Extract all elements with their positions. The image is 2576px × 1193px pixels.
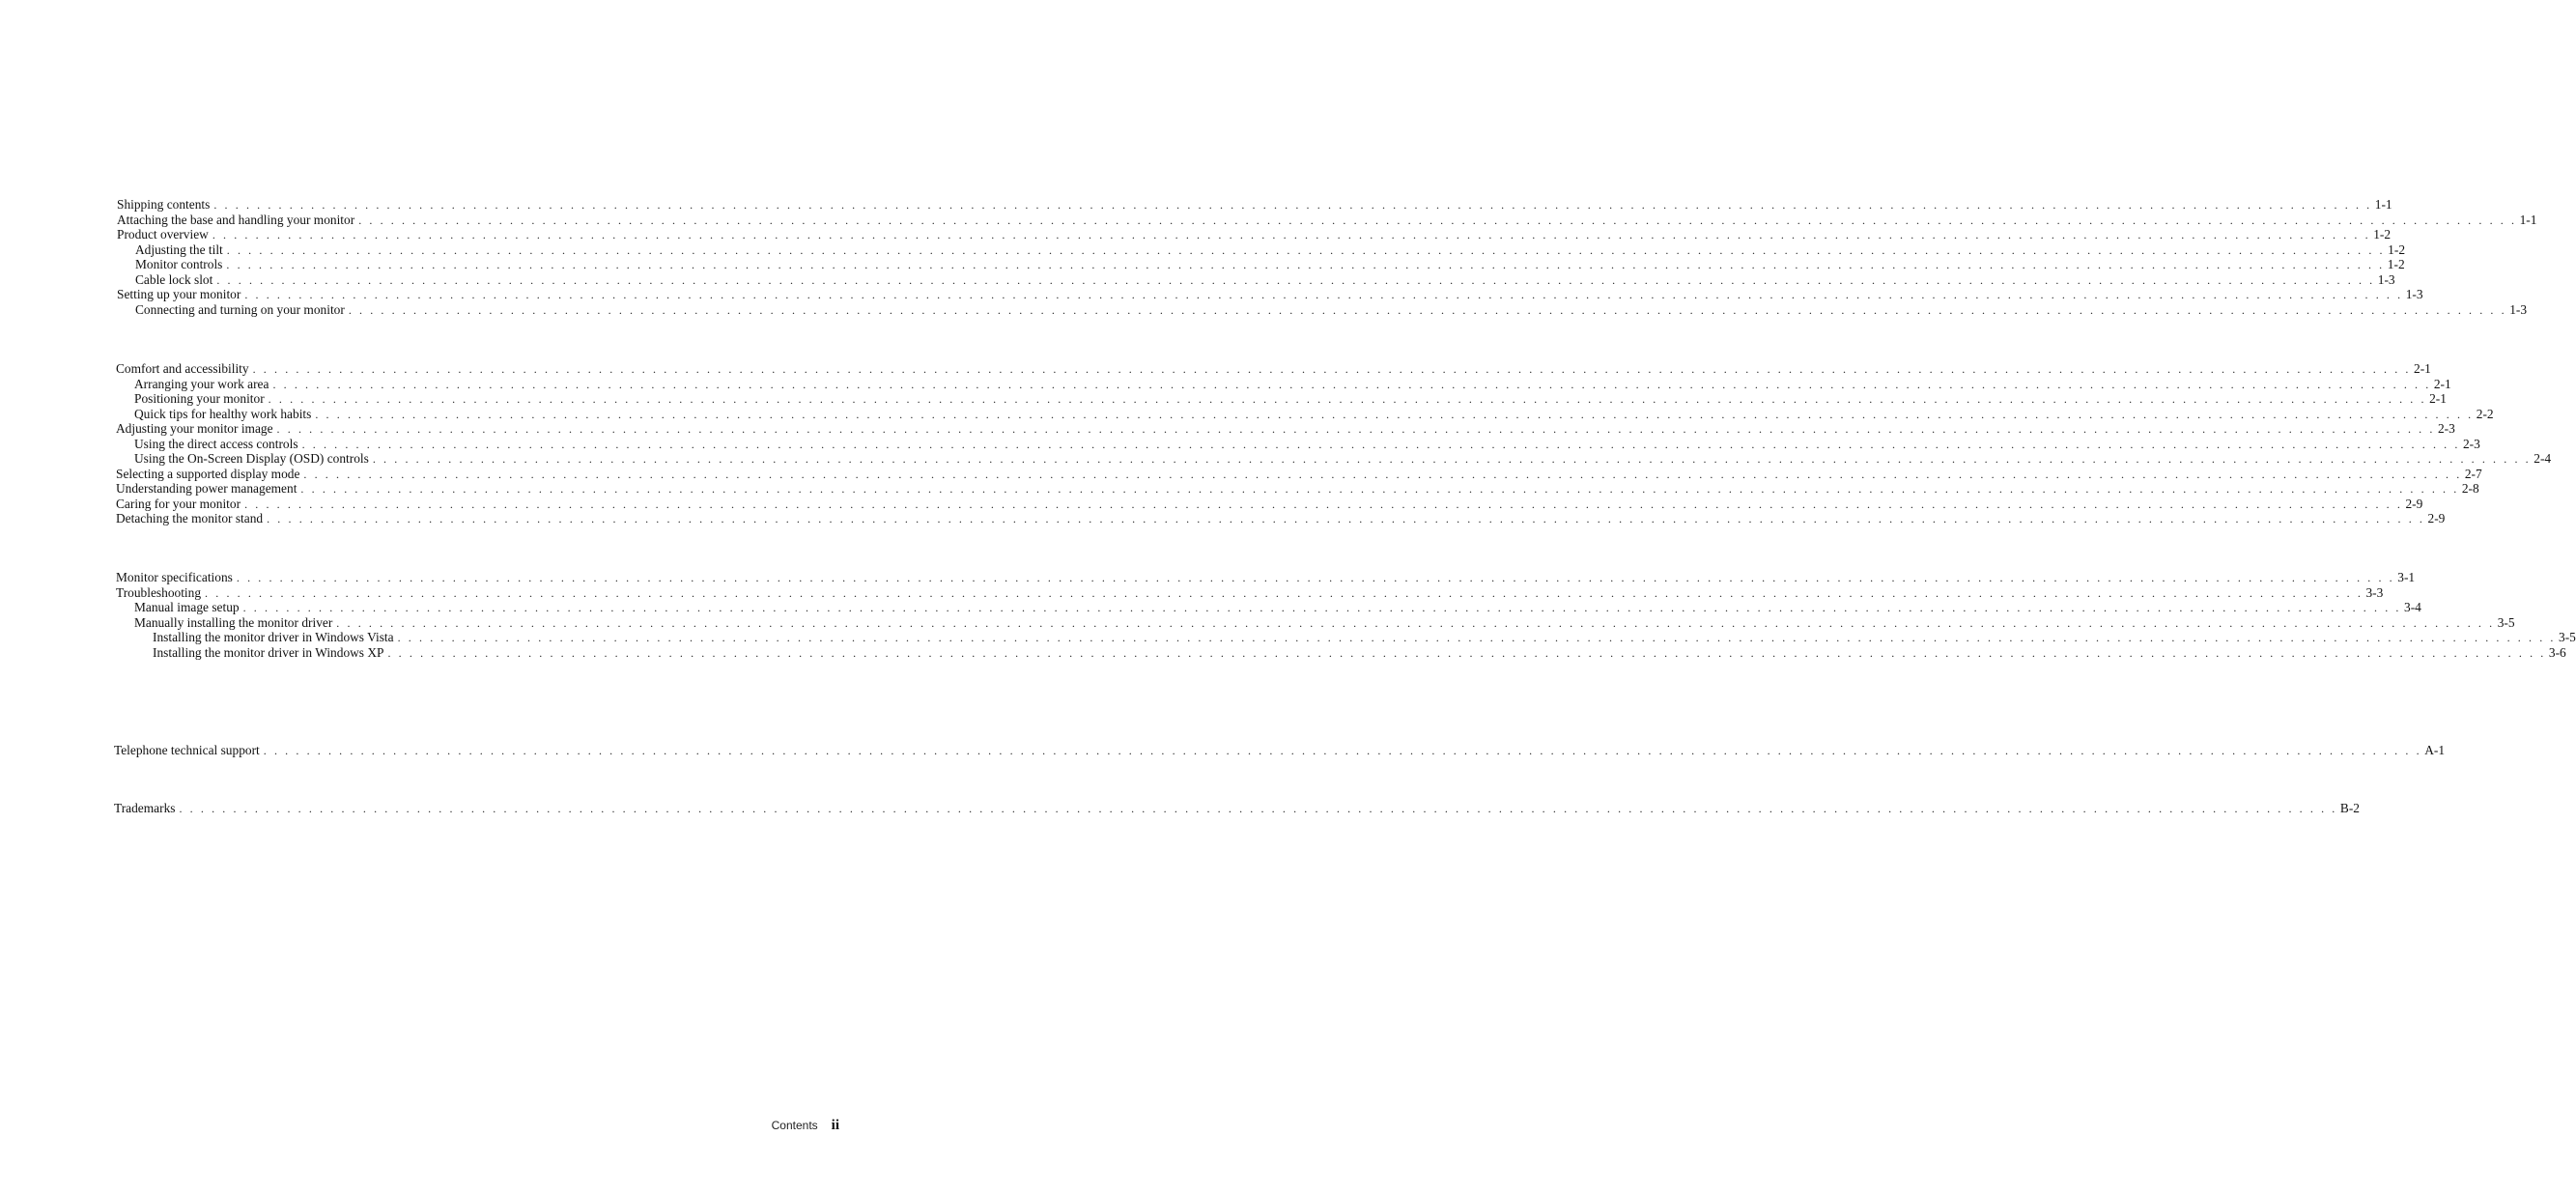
toc-section <box>0 743 2446 762</box>
toc-dot-leader: . . . . . . . . . . . . . . . . . . . . . . . . . . . . . . . . . . . . . . . . . . . . . . . . . . . . . . . . . . . . . . . . . . . . . . . . . . . . . . . . . . . . . . . . . . . . . . . . . . . . . . . . . . . . . . . . . . . . . . . . . . . . . . . . . . . . . . . . . . . . . . . . . . . . . . . . . . . . . . . . . . . . . . . . . . . . . . . . . . . . . . . . . . . . . . . . . . . . . . . . <box>179 802 2337 815</box>
toc-entry-page: 3-6 <box>2548 644 2566 660</box>
toc-entry-title: Setting up your monitor <box>117 287 241 301</box>
toc-dot-leader: . . . . . . . . . . . . . . . . . . . . . . . . . . . . . . . . . . . . . . . . . . . . . . . . . . . . . . . . . . . . . . . . . . . . . . . . . . . . . . . . . . . . . . . . . . . . . . . . . . . . . . . . . . . . . . . . . . . . . . . . . . . . . . . . . . . . . . . . . . . . . . . . . . . . . . . . . . . . . . . . . . . . . . . . . . . . . . . . . . . . . . . . . . . . . . . . . . . . . . . . <box>244 497 2403 511</box>
toc-entry-title: Comfort and accessibility <box>116 361 249 376</box>
footer-page-number: ii <box>831 1118 839 1133</box>
toc-entry-page: 2-7 <box>2464 466 2482 481</box>
toc-section <box>0 197 2537 321</box>
toc-dot-leader: . . . . . . . . . . . . . . . . . . . . . . . . . . . . . . . . . . . . . . . . . . . . . . . . . . . . . . . . . . . . . . . . . . . . . . . . . . . . . . . . . . . . . . . . . . . . . . . . . . . . . . . . . . . . . . . . . . . . . . . . . . . . . . . . . . . . . . . . . . . . . . . . . . . . . . . . . . . . . . . . . . . . . . . . . . . . . . . . . . . . . . . . . . . . . . . . . . . . . . . . <box>226 258 2385 271</box>
toc-entry-page: 1-3 <box>2405 287 2423 301</box>
toc-section <box>0 801 2360 820</box>
toc-dot-leader: . . . . . . . . . . . . . . . . . . . . . . . . . . . . . . . . . . . . . . . . . . . . . . . . . . . . . . . . . . . . . . . . . . . . . . . . . . . . . . . . . . . . . . . . . . . . . . . . . . . . . . . . . . . . . . . . . . . . . . . . . . . . . . . . . . . . . . . . . . . . . . . . . . . . . . . . . . . . . . . . . . . . . . . . . . . . . . . . . . . . . . . . . . . . . . . . . . . . . . . . <box>267 512 2425 525</box>
toc-section <box>0 361 2552 530</box>
toc-entry-title: Detaching the monitor stand <box>116 511 264 525</box>
toc-entry[interactable] <box>134 614 2515 631</box>
toc-entry[interactable] <box>134 406 2494 422</box>
toc-entry[interactable] <box>116 481 2479 497</box>
toc-entry-page: A-1 <box>2424 743 2446 757</box>
toc-section <box>0 570 2576 664</box>
toc-entry-title: Adjusting your monitor image <box>116 421 273 436</box>
toc-entry-page: 2-2 <box>2476 406 2494 421</box>
toc-entry-page: 2-1 <box>2433 376 2451 391</box>
toc-entry[interactable] <box>117 212 2537 228</box>
toc-dot-leader: . . . . . . . . . . . . . . . . . . . . . . . . . . . . . . . . . . . . . . . . . . . . . . . . . . . . . . . . . . . . . . . . . . . . . . . . . . . . . . . . . . . . . . . . . . . . . . . . . . . . . . . . . . . . . . . . . . . . . . . . . . . . . . . . . . . . . . . . . . . . . . . . . . . . . . . . . . . . . . . . . . . . . . . . . . . . . . . . . . . . . . . . . . . . . . . . . . . . . . . . <box>242 601 2401 614</box>
toc-entry[interactable] <box>134 600 2421 615</box>
toc-entry[interactable] <box>116 466 2482 482</box>
toc-dot-leader: . . . . . . . . . . . . . . . . . . . . . . . . . . . . . . . . . . . . . . . . . . . . . . . . . . . . . . . . . . . . . . . . . . . . . . . . . . . . . . . . . . . . . . . . . . . . . . . . . . . . . . . . . . . . . . . . . . . . . . . . . . . . . . . . . . . . . . . . . . . . . . . . . . . . . . . . . . . . . . . . . . . . . . . . . . . . . . . . . . . . . . . . . . . . . . . . . . . . . . . . <box>315 407 2474 421</box>
toc-entry-title: Arranging your work area <box>134 376 269 391</box>
toc-dot-leader: . . . . . . . . . . . . . . . . . . . . . . . . . . . . . . . . . . . . . . . . . . . . . . . . . . . . . . . . . . . . . . . . . . . . . . . . . . . . . . . . . . . . . . . . . . . . . . . . . . . . . . . . . . . . . . . . . . . . . . . . . . . . . . . . . . . . . . . . . . . . . . . . . . . . . . . . . . . . . . . . . . . . . . . . . . . . . . . . . . . . . . . . . . . . . . . . . . . . . . . . <box>336 615 2495 630</box>
toc-dot-leader: . . . . . . . . . . . . . . . . . . . . . . . . . . . . . . . . . . . . . . . . . . . . . . . . . . . . . . . . . . . . . . . . . . . . . . . . . . . . . . . . . . . . . . . . . . . . . . . . . . . . . . . . . . . . . . . . . . . . . . . . . . . . . . . . . . . . . . . . . . . . . . . . . . . . . . . . . . . . . . . . . . . . . . . . . . . . . . . . . . . . . . . . . . . . . . . . . . . . . . . . <box>397 631 2556 644</box>
toc-entry-page: 2-3 <box>2437 421 2455 436</box>
toc-entry-title: Monitor controls <box>135 257 223 271</box>
toc-entry[interactable] <box>135 301 2528 318</box>
toc-dot-leader: . . . . . . . . . . . . . . . . . . . . . . . . . . . . . . . . . . . . . . . . . . . . . . . . . . . . . . . . . . . . . . . . . . . . . . . . . . . . . . . . . . . . . . . . . . . . . . . . . . . . . . . . . . . . . . . . . . . . . . . . . . . . . . . . . . . . . . . . . . . . . . . . . . . . . . . . . . . . . . . . . . . . . . . . . . . . . . . . . . . . . . . . . . . . . . . . . . . . . . . . <box>263 744 2422 757</box>
toc-entry[interactable] <box>117 227 2392 242</box>
toc-entry-title: Installing the monitor driver in Windows XP <box>153 644 384 660</box>
toc-entry-page: 3-1 <box>2397 570 2416 584</box>
toc-entry[interactable] <box>116 496 2423 512</box>
toc-entry-title: Caring for your monitor <box>116 496 241 511</box>
toc-dot-leader: . . . . . . . . . . . . . . . . . . . . . . . . . . . . . . . . . . . . . . . . . . . . . . . . . . . . . . . . . . . . . . . . . . . . . . . . . . . . . . . . . . . . . . . . . . . . . . . . . . . . . . . . . . . . . . . . . . . . . . . . . . . . . . . . . . . . . . . . . . . . . . . . . . . . . . . . . . . . . . . . . . . . . . . . . . . . . . . . . . . . . . . . . . . . . . . . . . . . . . . . <box>372 452 2532 466</box>
toc-entry-title: Connecting and turning on your monitor <box>135 301 345 317</box>
footer-label: Contents <box>771 1119 818 1132</box>
toc-dot-leader: . . . . . . . . . . . . . . . . . . . . . . . . . . . . . . . . . . . . . . . . . . . . . . . . . . . . . . . . . . . . . . . . . . . . . . . . . . . . . . . . . . . . . . . . . . . . . . . . . . . . . . . . . . . . . . . . . . . . . . . . . . . . . . . . . . . . . . . . . . . . . . . . . . . . . . . . . . . . . . . . . . . . . . . . . . . . . . . . . . . . . . . . . . . . . . . . . . . . . . . . <box>387 645 2546 660</box>
toc-dot-leader: . . . . . . . . . . . . . . . . . . . . . . . . . . . . . . . . . . . . . . . . . . . . . . . . . . . . . . . . . . . . . . . . . . . . . . . . . . . . . . . . . . . . . . . . . . . . . . . . . . . . . . . . . . . . . . . . . . . . . . . . . . . . . . . . . . . . . . . . . . . . . . . . . . . . . . . . . . . . . . . . . . . . . . . . . . . . . . . . . . . . . . . . . . . . . . . . . . . . . . . . <box>303 467 2462 481</box>
toc-entry[interactable] <box>134 391 2447 407</box>
toc-dot-leader: . . . . . . . . . . . . . . . . . . . . . . . . . . . . . . . . . . . . . . . . . . . . . . . . . . . . . . . . . . . . . . . . . . . . . . . . . . . . . . . . . . . . . . . . . . . . . . . . . . . . . . . . . . . . . . . . . . . . . . . . . . . . . . . . . . . . . . . . . . . . . . . . . . . . . . . . . . . . . . . . . . . . . . . . . . . . . . . . . . . . . . . . . . . . . . . . . . . . . . . . <box>348 302 2507 317</box>
toc-entry[interactable] <box>135 257 2405 272</box>
toc-entry-page: 2-1 <box>2414 361 2431 376</box>
toc-entry-page: 2-3 <box>2462 436 2480 451</box>
page-footer <box>772 1118 839 1134</box>
toc-entry[interactable] <box>153 630 2576 645</box>
toc-entry-page: B-2 <box>2339 801 2360 815</box>
toc-entry[interactable] <box>135 241 2406 258</box>
toc-dot-leader: . . . . . . . . . . . . . . . . . . . . . . . . . . . . . . . . . . . . . . . . . . . . . . . . . . . . . . . . . . . . . . . . . . . . . . . . . . . . . . . . . . . . . . . . . . . . . . . . . . . . . . . . . . . . . . . . . . . . . . . . . . . . . . . . . . . . . . . . . . . . . . . . . . . . . . . . . . . . . . . . . . . . . . . . . . . . . . . . . . . . . . . . . . . . . . . . . . . . . . . . <box>216 272 2375 287</box>
toc-dot-leader: . . . . . . . . . . . . . . . . . . . . . . . . . . . . . . . . . . . . . . . . . . . . . . . . . . . . . . . . . . . . . . . . . . . . . . . . . . . . . . . . . . . . . . . . . . . . . . . . . . . . . . . . . . . . . . . . . . . . . . . . . . . . . . . . . . . . . . . . . . . . . . . . . . . . . . . . . . . . . . . . . . . . . . . . . . . . . . . . . . . . . . . . . . . . . . . . . . . . . . . . <box>272 377 2431 391</box>
toc-entry-title: Quick tips for healthy work habits <box>134 406 312 421</box>
toc-entry-page: 1-1 <box>2519 212 2537 227</box>
toc-entry-page: 2-1 <box>2429 391 2447 406</box>
toc-entry[interactable] <box>114 801 2360 816</box>
toc-entry-title: Trademarks <box>114 801 176 815</box>
toc-entry-title: Using the On-Screen Display (OSD) controls <box>134 451 369 466</box>
toc-entry-page: 1-1 <box>2374 197 2392 212</box>
toc-entry[interactable] <box>153 644 2566 661</box>
toc-dot-leader: . . . . . . . . . . . . . . . . . . . . . . . . . . . . . . . . . . . . . . . . . . . . . . . . . . . . . . . . . . . . . . . . . . . . . . . . . . . . . . . . . . . . . . . . . . . . . . . . . . . . . . . . . . . . . . . . . . . . . . . . . . . . . . . . . . . . . . . . . . . . . . . . . . . . . . . . . . . . . . . . . . . . . . . . . . . . . . . . . . . . . . . . . . . . . . . . . . . . . . . . <box>276 422 2435 436</box>
toc-entry-title: Using the direct access controls <box>134 436 298 451</box>
toc-entry-title: Adjusting the tilt <box>135 241 223 257</box>
toc-entry-title: Monitor specifications <box>116 570 233 584</box>
toc-dot-leader: . . . . . . . . . . . . . . . . . . . . . . . . . . . . . . . . . . . . . . . . . . . . . . . . . . . . . . . . . . . . . . . . . . . . . . . . . . . . . . . . . . . . . . . . . . . . . . . . . . . . . . . . . . . . . . . . . . . . . . . . . . . . . . . . . . . . . . . . . . . . . . . . . . . . . . . . . . . . . . . . . . . . . . . . . . . . . . . . . . . . . . . . . . . . . . . . . . . . . . . . <box>213 198 2372 212</box>
toc-entry-page: 1-2 <box>2373 227 2392 241</box>
toc-entry-page: 1-3 <box>2377 271 2395 287</box>
toc-entry-title: Cable lock slot <box>135 271 213 287</box>
toc-entry-page: 3-5 <box>2559 630 2576 644</box>
toc-entry-title: Positioning your monitor <box>134 391 265 406</box>
toc-dot-leader: . . . . . . . . . . . . . . . . . . . . . . . . . . . . . . . . . . . . . . . . . . . . . . . . . . . . . . . . . . . . . . . . . . . . . . . . . . . . . . . . . . . . . . . . . . . . . . . . . . . . . . . . . . . . . . . . . . . . . . . . . . . . . . . . . . . . . . . . . . . . . . . . . . . . . . . . . . . . . . . . . . . . . . . . . . . . . . . . . . . . . . . . . . . . . . . . . . . . . . . . <box>358 213 2517 227</box>
toc-dot-leader: . . . . . . . . . . . . . . . . . . . . . . . . . . . . . . . . . . . . . . . . . . . . . . . . . . . . . . . . . . . . . . . . . . . . . . . . . . . . . . . . . . . . . . . . . . . . . . . . . . . . . . . . . . . . . . . . . . . . . . . . . . . . . . . . . . . . . . . . . . . . . . . . . . . . . . . . . . . . . . . . . . . . . . . . . . . . . . . . . . . . . . . . . . . . . . . . . . . . . . . . <box>244 288 2403 301</box>
toc-entry-page: 1-2 <box>2388 241 2406 257</box>
toc-entry-page: 1-3 <box>2509 301 2528 317</box>
toc-entry-page: 2-4 <box>2534 451 2552 466</box>
toc-entry[interactable] <box>114 743 2446 758</box>
toc-entry-title: Telephone technical support <box>114 743 260 757</box>
toc-dot-leader: . . . . . . . . . . . . . . . . . . . . . . . . . . . . . . . . . . . . . . . . . . . . . . . . . . . . . . . . . . . . . . . . . . . . . . . . . . . . . . . . . . . . . . . . . . . . . . . . . . . . . . . . . . . . . . . . . . . . . . . . . . . . . . . . . . . . . . . . . . . . . . . . . . . . . . . . . . . . . . . . . . . . . . . . . . . . . . . . . . . . . . . . . . . . . . . . . . . . . . . . <box>301 437 2460 451</box>
toc-dot-leader: . . . . . . . . . . . . . . . . . . . . . . . . . . . . . . . . . . . . . . . . . . . . . . . . . . . . . . . . . . . . . . . . . . . . . . . . . . . . . . . . . . . . . . . . . . . . . . . . . . . . . . . . . . . . . . . . . . . . . . . . . . . . . . . . . . . . . . . . . . . . . . . . . . . . . . . . . . . . . . . . . . . . . . . . . . . . . . . . . . . . . . . . . . . . . . . . . . . . . . . . <box>252 362 2412 376</box>
toc-entry[interactable] <box>134 436 2480 452</box>
toc-dot-leader: . . . . . . . . . . . . . . . . . . . . . . . . . . . . . . . . . . . . . . . . . . . . . . . . . . . . . . . . . . . . . . . . . . . . . . . . . . . . . . . . . . . . . . . . . . . . . . . . . . . . . . . . . . . . . . . . . . . . . . . . . . . . . . . . . . . . . . . . . . . . . . . . . . . . . . . . . . . . . . . . . . . . . . . . . . . . . . . . . . . . . . . . . . . . . . . . . . . . . . . . <box>212 228 2371 241</box>
toc-entry-title: Manual image setup <box>134 600 240 614</box>
toc-entry[interactable] <box>117 287 2423 302</box>
toc-entry[interactable] <box>116 570 2416 585</box>
toc-dot-leader: . . . . . . . . . . . . . . . . . . . . . . . . . . . . . . . . . . . . . . . . . . . . . . . . . . . . . . . . . . . . . . . . . . . . . . . . . . . . . . . . . . . . . . . . . . . . . . . . . . . . . . . . . . . . . . . . . . . . . . . . . . . . . . . . . . . . . . . . . . . . . . . . . . . . . . . . . . . . . . . . . . . . . . . . . . . . . . . . . . . . . . . . . . . . . . . . . . . . . . . . <box>268 392 2427 406</box>
toc-entry-title: Product overview <box>117 227 209 241</box>
toc-entry-title: Manually installing the monitor driver <box>134 614 333 630</box>
toc-entry-title: Understanding power management <box>116 481 297 496</box>
toc-entry-page: 3-3 <box>2365 584 2384 600</box>
toc-entry[interactable] <box>117 197 2392 213</box>
toc-entry-page: 3-5 <box>2497 614 2515 630</box>
toc-dot-leader: . . . . . . . . . . . . . . . . . . . . . . . . . . . . . . . . . . . . . . . . . . . . . . . . . . . . . . . . . . . . . . . . . . . . . . . . . . . . . . . . . . . . . . . . . . . . . . . . . . . . . . . . . . . . . . . . . . . . . . . . . . . . . . . . . . . . . . . . . . . . . . . . . . . . . . . . . . . . . . . . . . . . . . . . . . . . . . . . . . . . . . . . . . . . . . . . . . . . . . . . <box>205 585 2364 600</box>
toc-entry[interactable] <box>135 271 2395 288</box>
toc-entry-title: Attaching the base and handling your monitor <box>117 212 355 227</box>
toc-entry[interactable] <box>134 376 2451 392</box>
toc-entry-page: 2-9 <box>2405 496 2423 511</box>
toc-entry-page: 1-2 <box>2387 257 2405 271</box>
toc-entry-page: 2-9 <box>2427 511 2446 525</box>
toc-dot-leader: . . . . . . . . . . . . . . . . . . . . . . . . . . . . . . . . . . . . . . . . . . . . . . . . . . . . . . . . . . . . . . . . . . . . . . . . . . . . . . . . . . . . . . . . . . . . . . . . . . . . . . . . . . . . . . . . . . . . . . . . . . . . . . . . . . . . . . . . . . . . . . . . . . . . . . . . . . . . . . . . . . . . . . . . . . . . . . . . . . . . . . . . . . . . . . . . . . . . . . . . <box>300 482 2459 496</box>
toc-dot-leader: . . . . . . . . . . . . . . . . . . . . . . . . . . . . . . . . . . . . . . . . . . . . . . . . . . . . . . . . . . . . . . . . . . . . . . . . . . . . . . . . . . . . . . . . . . . . . . . . . . . . . . . . . . . . . . . . . . . . . . . . . . . . . . . . . . . . . . . . . . . . . . . . . . . . . . . . . . . . . . . . . . . . . . . . . . . . . . . . . . . . . . . . . . . . . . . . . . . . . . . . <box>236 571 2395 584</box>
toc-entry-title: Selecting a supported display mode <box>116 466 300 481</box>
toc-entry-title: Installing the monitor driver in Windows Vista <box>153 630 394 644</box>
toc-entry-page: 3-4 <box>2404 600 2421 614</box>
toc-entry[interactable] <box>116 584 2384 601</box>
toc-entry[interactable] <box>116 361 2431 377</box>
toc-entry-title: Troubleshooting <box>116 584 202 600</box>
toc-dot-leader: . . . . . . . . . . . . . . . . . . . . . . . . . . . . . . . . . . . . . . . . . . . . . . . . . . . . . . . . . . . . . . . . . . . . . . . . . . . . . . . . . . . . . . . . . . . . . . . . . . . . . . . . . . . . . . . . . . . . . . . . . . . . . . . . . . . . . . . . . . . . . . . . . . . . . . . . . . . . . . . . . . . . . . . . . . . . . . . . . . . . . . . . . . . . . . . . . . . . . . . . <box>226 242 2386 257</box>
toc-entry-title: Shipping contents <box>117 197 211 212</box>
toc-entry[interactable] <box>116 511 2446 526</box>
toc-entry[interactable] <box>116 421 2455 437</box>
toc-entry-page: 2-8 <box>2461 481 2479 496</box>
toc-entry[interactable] <box>134 451 2552 467</box>
